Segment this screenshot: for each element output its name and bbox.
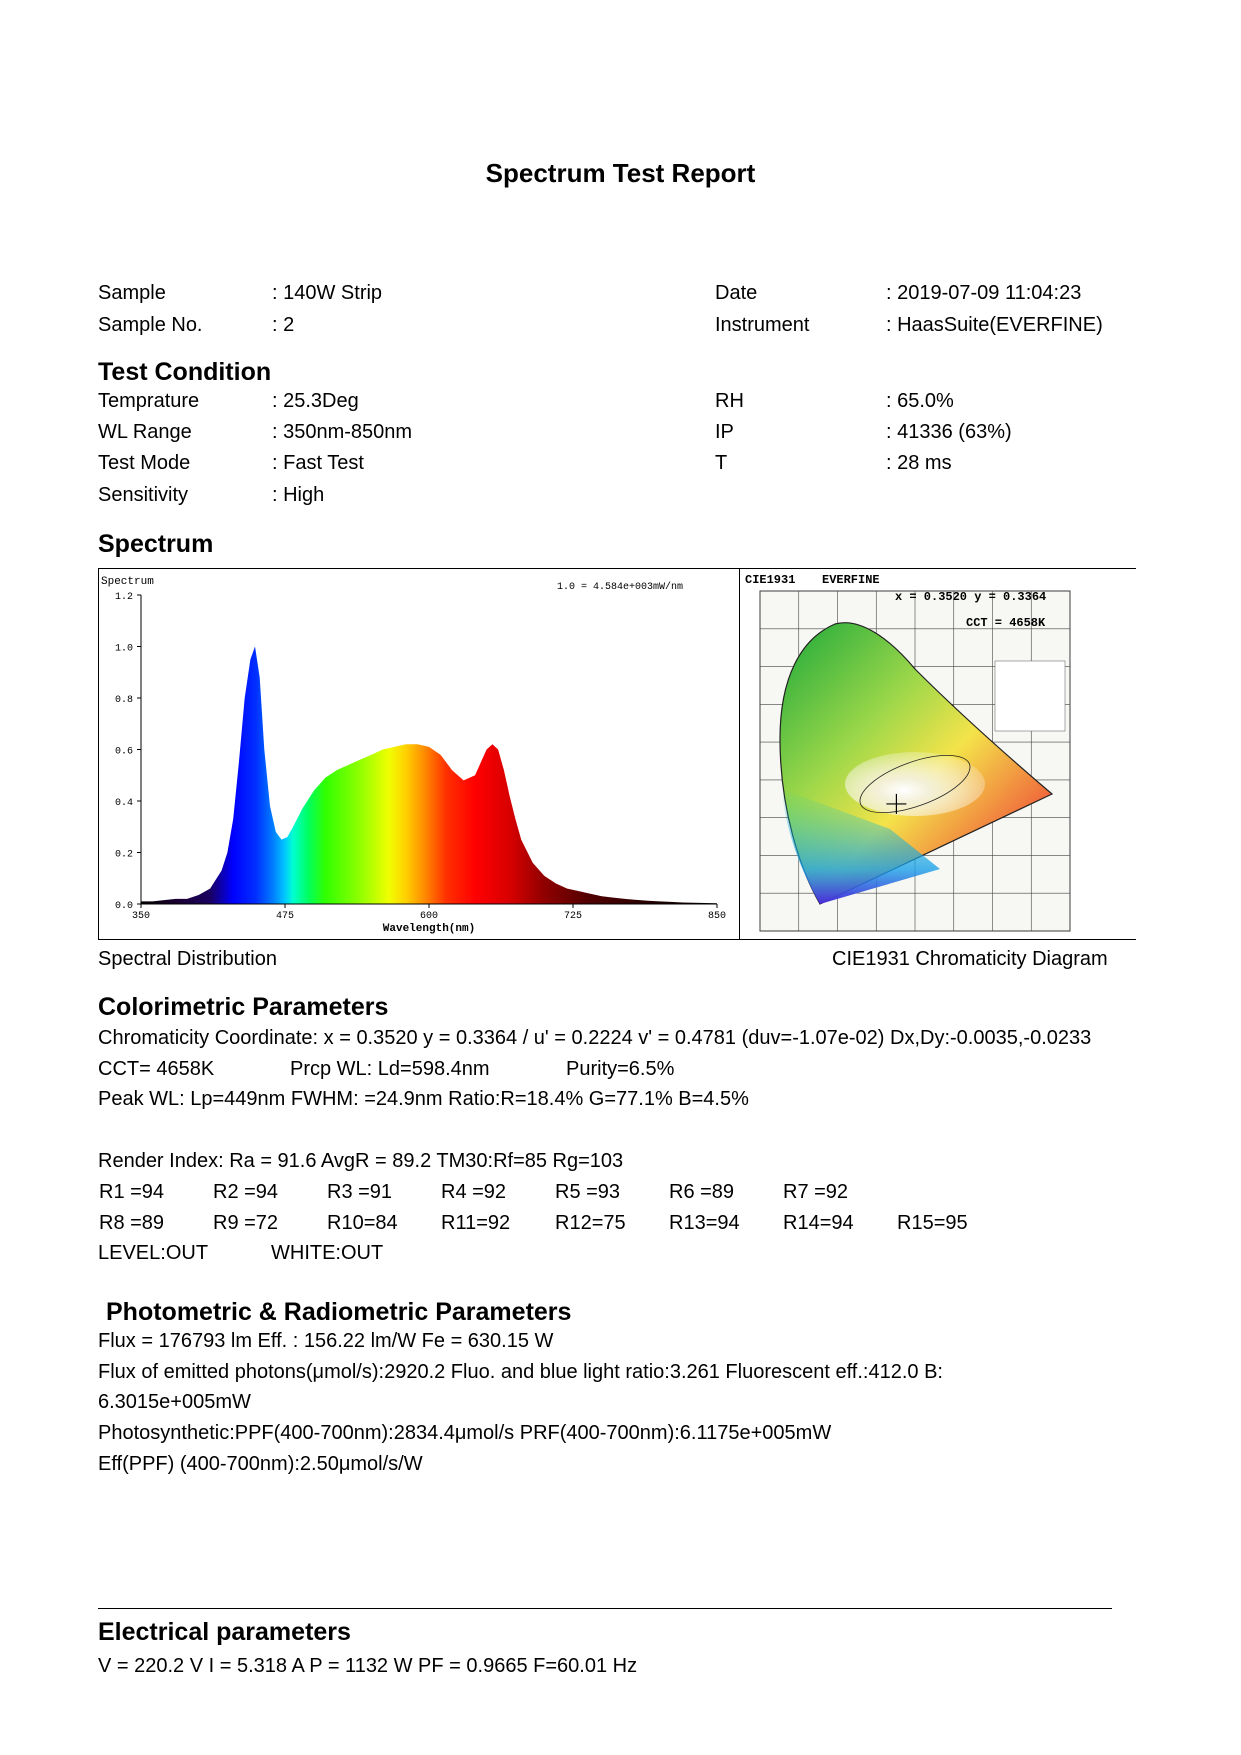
r4-value: R4 =92 <box>441 1181 507 1203</box>
cct-value: CCT= 4658K <box>98 1058 215 1080</box>
r6-value: R6 =89 <box>669 1181 735 1203</box>
report-title: Spectrum Test Report <box>485 158 756 188</box>
r8-value: R8 =89 <box>99 1212 165 1234</box>
y-tick-label: 1.0 <box>114 643 133 655</box>
wl-range-label: WL Range <box>98 421 192 443</box>
wl-range-value: : 350nm-850nm <box>272 421 413 443</box>
ppf-efficiency-line: Eff(PPF) (400-700nm):2.50μmol/s/W <box>98 1453 423 1475</box>
instrument-value: : HaasSuite(EVERFINE) <box>886 314 1103 336</box>
r-values-row-2 <box>99 1212 1011 1235</box>
temp-value: : 25.3Deg <box>272 390 359 412</box>
electrical-heading: Electrical parameters <box>98 1618 351 1646</box>
cie-diagram <box>740 569 1136 939</box>
photon-flux-line: Flux of emitted photons(μmol/s):2920.2 Fluo. and blue light ratio:3.261 Fluorescent eff.:412.0 B: <box>98 1361 943 1383</box>
cie-caption: CIE1931 Chromaticity Diagram <box>832 948 1108 970</box>
purity-value: Purity=6.5% <box>566 1058 675 1080</box>
r2-value: R2 =94 <box>213 1181 279 1203</box>
y-tick-label: 1.2 <box>114 592 133 603</box>
b-value-line: 6.3015e+005mW <box>98 1391 251 1413</box>
ip-label: IP <box>715 421 734 443</box>
photometric-heading: Photometric & Radiometric Parameters <box>106 1298 572 1326</box>
sample-label: Sample <box>98 282 166 304</box>
sensitivity-value: : High <box>272 484 325 506</box>
chromaticity-line: Chromaticity Coordinate: x = 0.3520 y = 0.3364 / u' = 0.2224 v' = 0.4781 (duv=-1.07e-02) Dx,Dy:-0.0035,-0.0233 <box>98 1027 1092 1049</box>
spectral-distribution-caption: Spectral Distribution <box>98 948 277 970</box>
temp-label: Temprature <box>98 390 200 412</box>
sensitivity-label: Sensitivity <box>98 484 189 506</box>
r9-value: R9 =72 <box>213 1212 279 1234</box>
spectrum-heading: Spectrum <box>98 530 214 558</box>
date-value: : 2019-07-09 11:04:23 <box>886 282 1082 304</box>
chart-scale-note: 1.0 = 4.584e+003mW/nm <box>557 582 684 593</box>
t-label: T <box>715 452 728 474</box>
white-status: WHITE:OUT <box>271 1242 384 1264</box>
r15-value: R15=95 <box>897 1212 968 1234</box>
colorimetric-heading: Colorimetric Parameters <box>98 993 389 1021</box>
x-tick-label: 850 <box>707 911 727 922</box>
r14-value: R14=94 <box>783 1212 854 1234</box>
r1-value: R1 =94 <box>99 1181 165 1203</box>
render-index-line: Render Index: Ra = 91.6 AvgR = 89.2 TM30:Rf=85 Rg=103 <box>98 1150 624 1172</box>
y-tick-label: 0.2 <box>114 849 133 861</box>
prcp-wl-value: Prcp WL: Ld=598.4nm <box>290 1058 490 1080</box>
cie-legend-box <box>995 661 1065 731</box>
white-region <box>845 752 985 816</box>
ip-value: : 41336 (63%) <box>886 421 1012 443</box>
r11-value: R11=92 <box>441 1212 511 1234</box>
electrical-line: V = 220.2 V I = 5.318 A P = 1132 W PF = 0.9665 F=60.01 Hz <box>98 1655 638 1677</box>
t-value: : 28 ms <box>886 452 952 474</box>
sample-no-label: Sample No. <box>98 314 203 336</box>
level-status: LEVEL:OUT <box>98 1242 209 1264</box>
y-tick-label: 0.8 <box>114 695 133 706</box>
r13-value: R13=94 <box>669 1212 740 1234</box>
cie-brand: EVERFINE <box>822 573 880 587</box>
photosynthetic-line: Photosynthetic:PPF(400-700nm):2834.4μmol/s PRF(400-700nm):6.1175e+005mW <box>98 1422 832 1444</box>
chart-title: Spectrum <box>101 576 154 588</box>
sample-no-value: : 2 <box>272 314 295 336</box>
r10-value: R10=84 <box>327 1212 398 1234</box>
peak-wl-line: Peak WL: Lp=449nm FWHM: =24.9nm Ratio:R=18.4% G=77.1% B=4.5% <box>98 1088 749 1110</box>
instrument-label: Instrument <box>715 314 810 336</box>
x-tick-label: 350 <box>131 911 151 922</box>
x-tick-label: 725 <box>563 911 583 922</box>
r-values-row-1 <box>99 1181 897 1204</box>
date-label: Date <box>715 282 758 304</box>
cie-xy-readout: x = 0.3520 y = 0.3364 <box>895 590 1047 604</box>
cie-chromaticity-panel <box>739 569 1136 939</box>
y-tick-label: 0.6 <box>114 746 133 758</box>
rh-label: RH <box>715 390 744 412</box>
x-axis-label: Wavelength(nm) <box>382 923 476 935</box>
r7-value: R7 =92 <box>783 1181 849 1203</box>
rh-value: : 65.0% <box>886 390 954 412</box>
flux-line: Flux = 176793 lm Eff. : 156.22 lm/W Fe = 630.15 W <box>98 1330 554 1352</box>
r12-value: R12=75 <box>555 1212 626 1234</box>
r5-value: R5 =93 <box>555 1181 621 1203</box>
test-mode-value: : Fast Test <box>272 452 364 474</box>
x-tick-label: 600 <box>419 911 439 922</box>
section-divider <box>98 1608 1112 1609</box>
y-tick-label: 0.4 <box>114 798 133 809</box>
spectrum-area <box>141 647 717 905</box>
spectral-distribution-chart <box>99 569 739 939</box>
x-tick-label: 475 <box>275 911 295 922</box>
cie-cct-readout: CCT = 4658K <box>966 616 1046 630</box>
test-condition-heading: Test Condition <box>98 358 272 386</box>
r3-value: R3 =91 <box>327 1181 393 1203</box>
cie-title: CIE1931 <box>745 573 796 587</box>
sample-value: : 140W Strip <box>272 282 383 304</box>
y-tick-label: 0.0 <box>114 901 133 912</box>
test-mode-label: Test Mode <box>98 452 191 474</box>
spectrum-figure <box>98 568 1136 940</box>
